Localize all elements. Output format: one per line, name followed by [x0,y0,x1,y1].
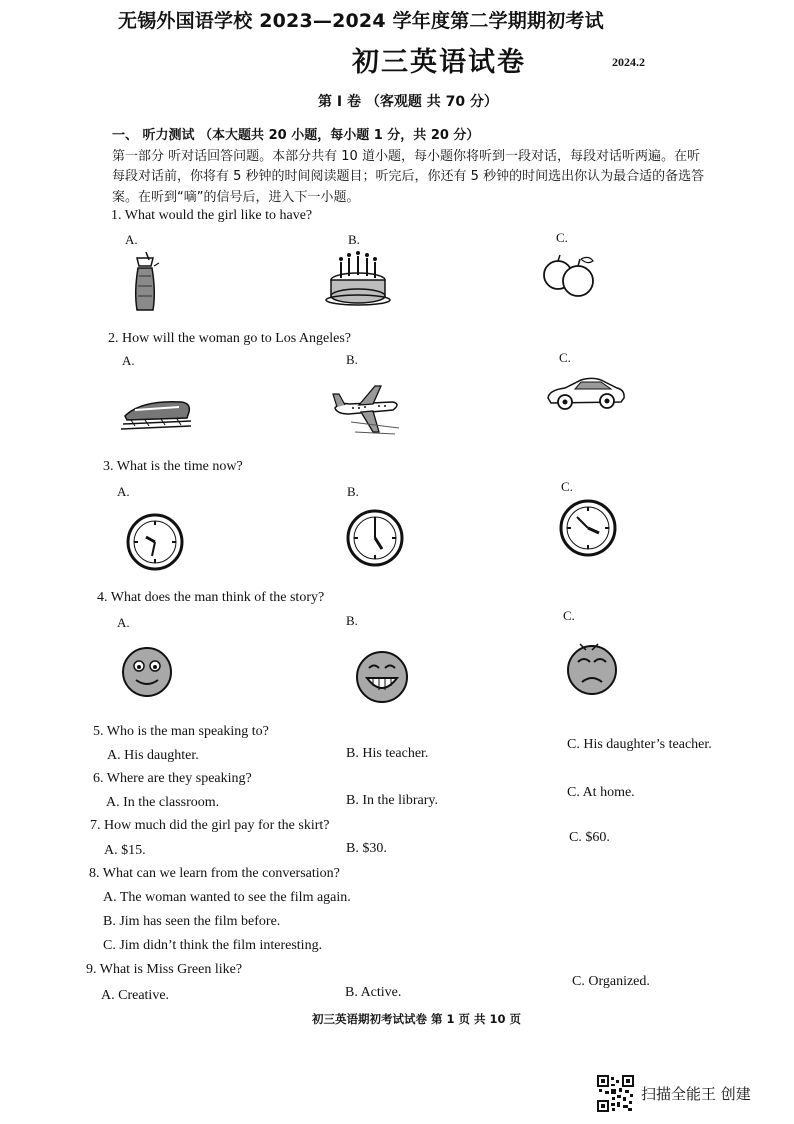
question-8-option-a: A. The woman wanted to see the film again. [103,890,351,905]
question-3-option-a-label: A. [117,484,130,499]
question-3-text: 3. What is the time now? [103,459,243,474]
question-6-text: 6. Where are they speaking? [93,771,252,786]
question-5-option-a: A. His daughter. [107,748,199,763]
question-1-option-b-label: B. [348,232,360,247]
question-7-option-c: C. $60. [569,830,610,845]
drink-icon [128,252,162,314]
question-6-option-b: B. In the library. [346,793,439,808]
smiling-face-icon [121,646,173,698]
clock-icon [346,509,404,567]
question-5-text: 5. Who is the man speaking to? [93,724,269,739]
question-4-option-b-label: B. [346,613,358,628]
birthday-cake-icon [325,250,391,306]
question-8-text: 8. What can we learn from the conversation? [89,866,340,881]
airplane-icon [329,382,403,438]
question-1-option-a-label: A. [125,232,138,247]
train-icon [121,392,193,432]
car-icon [545,376,627,412]
volume-title: 第 I 卷 （客观题 共 70 分） [318,94,498,110]
instruction-line: 第一部分 听对话回答问题。本部分共有 10 道小题，每小题你将听到一段对话，每段对话听两遍。在听 [112,149,700,164]
question-9-option-b: B. Active. [345,985,402,1000]
question-8-option-b: B. Jim has seen the film before. [103,914,281,929]
laughing-face-icon [355,650,409,704]
instruction-line: 案。在听到“嘀”的信号后，进入下一小题。 [112,190,360,205]
question-2-option-a-label: A. [122,353,135,368]
clock-icon [126,513,184,571]
paper-title: 初三英语试卷 [352,47,526,78]
question-5-option-b: B. His teacher. [346,746,429,761]
question-1-option-c-label: C. [556,230,568,245]
scanner-watermark: 扫描全能王 创建 [641,1085,751,1103]
qr-code-icon [597,1075,634,1112]
question-7-text: 7. How much did the girl pay for the skirt? [90,818,330,833]
clock-icon [559,499,617,557]
question-7-option-a: A. $15. [104,843,146,858]
question-1-text: 1. What would the girl like to have? [111,208,313,223]
question-3-option-b-label: B. [347,484,359,499]
question-9-option-a: A. Creative. [101,988,170,1003]
question-4-text: 4. What does the man think of the story? [97,590,325,605]
question-9-option-c: C. Organized. [572,974,650,989]
question-4-option-a-label: A. [117,615,130,630]
question-2-option-c-label: C. [559,350,571,365]
question-2-text: 2. How will the woman go to Los Angeles? [108,331,352,346]
question-2-option-b-label: B. [346,352,358,367]
question-6-option-c: C. At home. [567,785,635,800]
section-title: 一、 听力测试 （本大题共 20 小题，每小题 1 分，共 20 分） [112,128,480,143]
question-9-text: 9. What is Miss Green like? [86,962,243,977]
instruction-line: 每段对话前，你将有 5 秒钟的时间阅读题目；听完后，你还有 5 秒钟的时间选出你认为最合适的备选答 [112,169,705,184]
question-6-option-a: A. In the classroom. [106,795,220,810]
paper-date: 2024.2 [612,55,645,69]
question-4-option-c-label: C. [563,608,575,623]
question-8-option-c: C. Jim didn’t think the film interesting. [103,938,323,953]
upset-face-icon [566,640,618,696]
question-3-option-c-label: C. [561,479,573,494]
page-footer: 初三英语期初考试试卷 第 1 页 共 10 页 [312,1012,522,1026]
question-7-option-b: B. $30. [346,841,387,856]
apples-icon [541,253,601,299]
school-title: 无锡外国语学校 2023—2024 学年度第二学期期初考试 [118,10,604,32]
question-5-option-c: C. His daughter’s teacher. [567,737,712,752]
